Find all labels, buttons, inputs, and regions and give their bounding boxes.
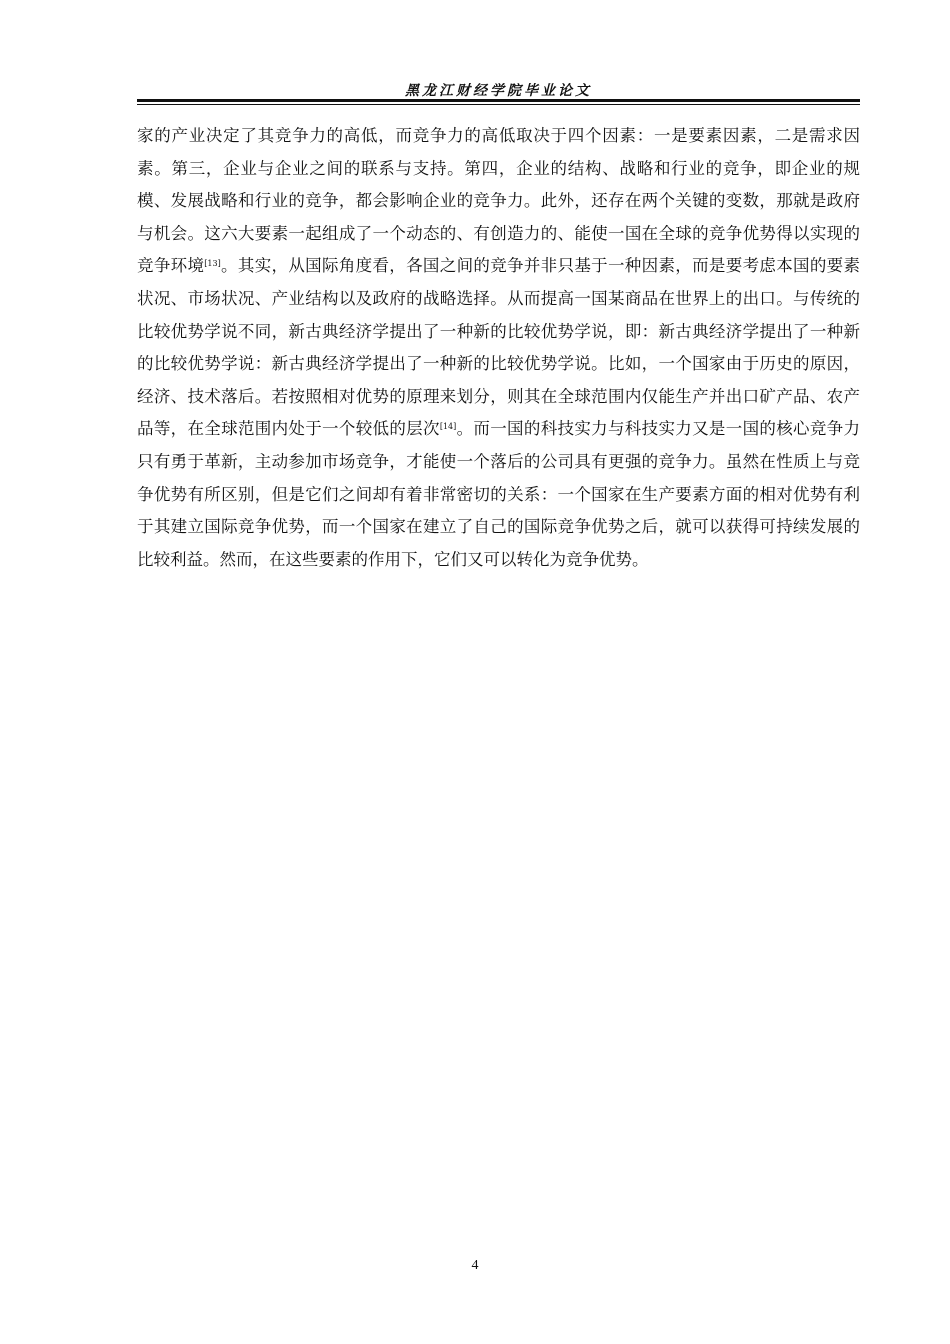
citation-13: [13] [204, 259, 221, 269]
page-number: 4 [471, 1258, 479, 1273]
paragraph [137, 120, 860, 576]
text-segment-2: 。其实，从国际角度看，各国之间的竞争并非只基于一种因素，而是要考虑本国的要素状况、市场状况、产业结构以及政府的战略选择。从而提高一国某商品在世界上的出口。与传统的比较优势学说不同，新古典经济学提出了一种新的比较优势学说，即：新古典经济学提出了一种新的比较优势学说：新古典经济学提出了一种新的比较优势学说。比如，一个国家由于历史的原因，经济、技术落后。若按照相对优势的原理来划分，则其在全球范围内仅能生产并出口矿产品、农产品等，在全球范围内处于一个较低的层次 [137, 256, 861, 439]
text-segment-1: 家的产业决定了其竞争力的高低，而竞争力的高低取决于四个因素：一是要素因素，二是需求因素。第三，企业与企业之间的联系与支持。第四，企业的结构、战略和行业的竞争，即企业的规模、发展战略和行业的竞争，都会影响企业的竞争力。此外，还存在两个关键的变数，那就是政府与机会。这六大要素一起组成了一个动态的、有创造力的、能使一国在全球的竞争优势得以实现的竞争环境 [137, 126, 860, 276]
page-header [137, 76, 860, 106]
citation-14: [14] [439, 422, 457, 432]
header-rule-thick [137, 99, 860, 102]
body-paragraph [137, 120, 860, 576]
header-rule-thin [137, 104, 860, 105]
header-title: 黑龙江财经学院毕业论文 [405, 83, 592, 99]
text-segment-3: 。而一国的科技实力与科技实力又是一国的核心竞争力只有勇于革新，主动参加市场竞争，才能使一个落后的公司具有更强的竞争力。虽然在性质上与竞争优势有所区别，但是它们之间却有着非常密切的关系：一个国家在生产要素方面的相对优势有利于其建立国际竞争优势，而一个国家在建立了自己的国际竞争优势之后，就可以获得可持续发展的比较利益。然而，在这些要素的作用下，它们又可以转化为竞争优势。 [137, 419, 861, 569]
